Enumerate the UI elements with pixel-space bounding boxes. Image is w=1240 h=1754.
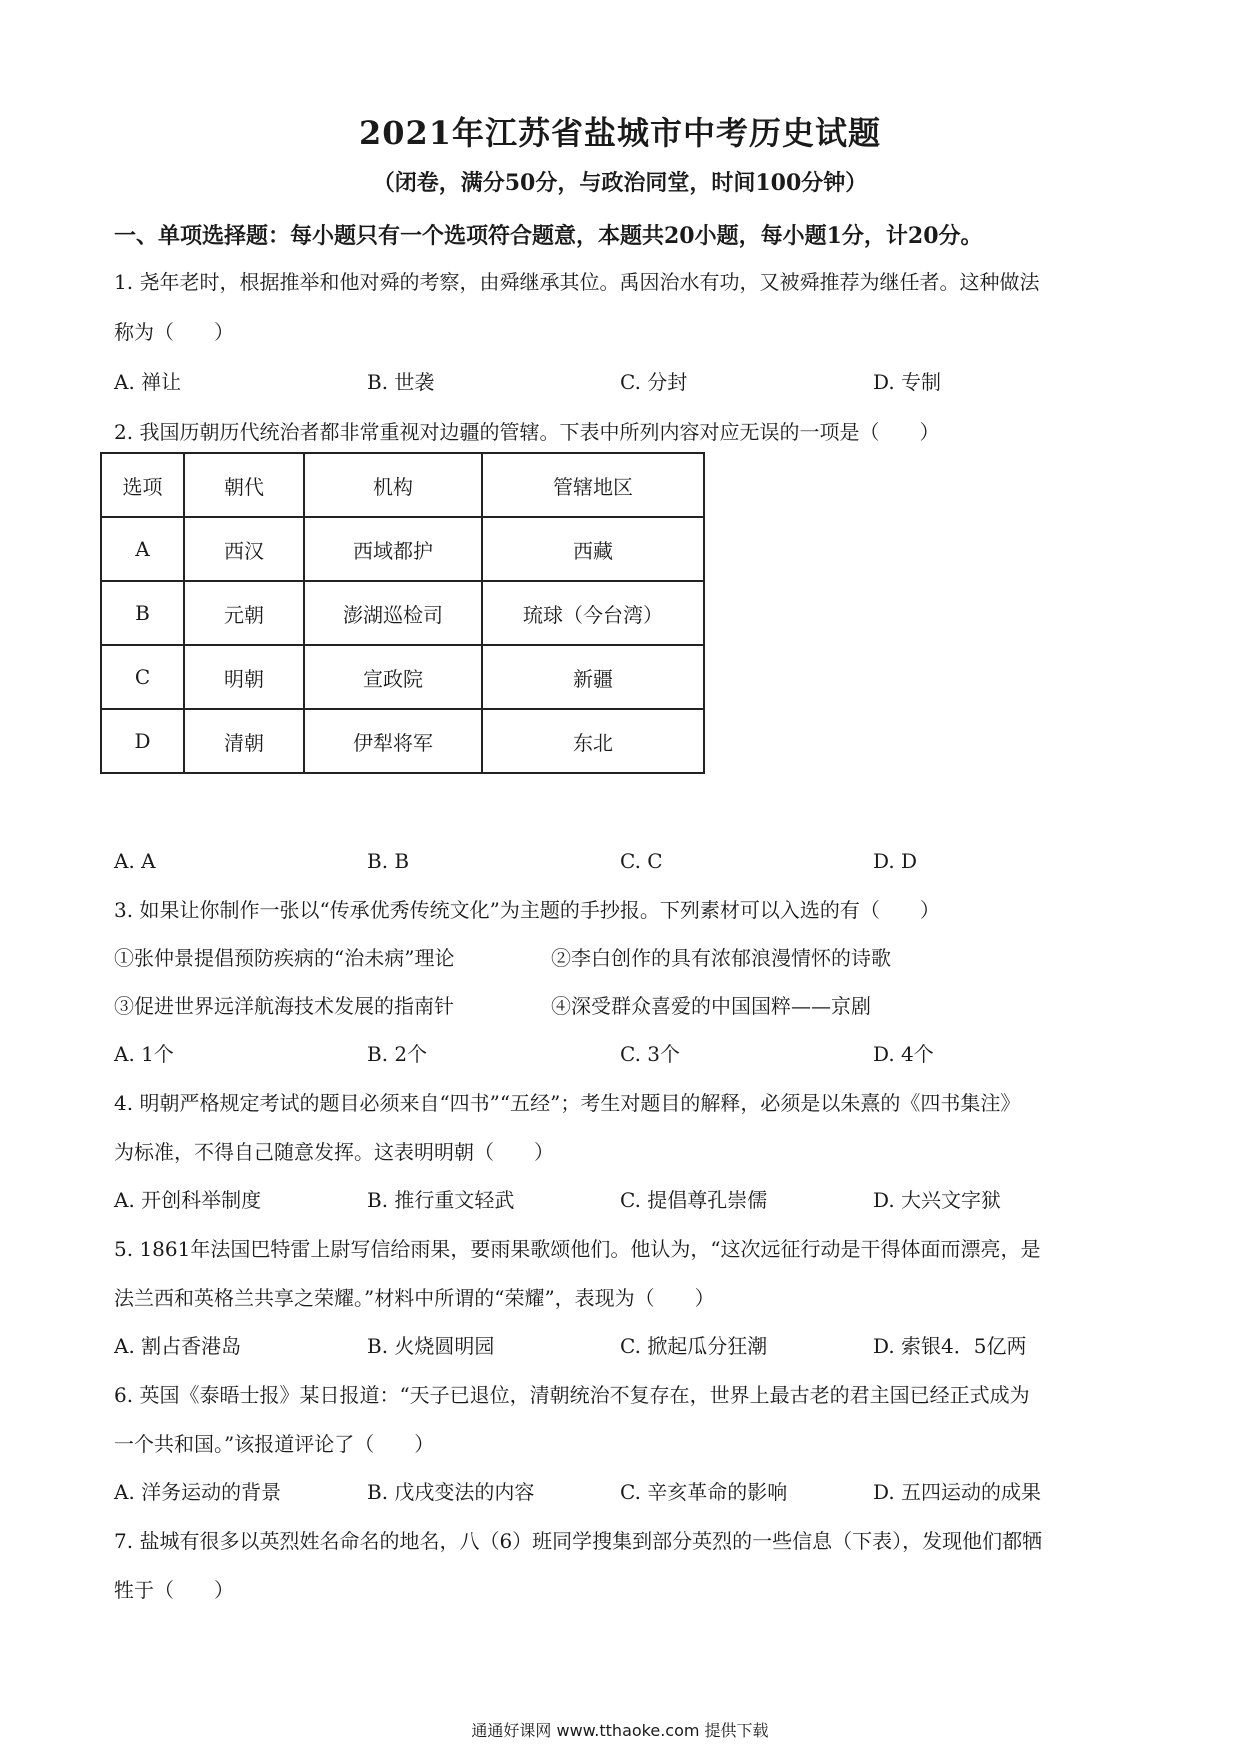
table-header-cell: 机构 <box>304 453 482 517</box>
table-header-cell: 管辖地区 <box>482 453 704 517</box>
table-cell: B <box>101 581 184 645</box>
page-subtitle: （闭卷，满分50分，与政治同堂，时间100分钟） <box>372 170 868 196</box>
option-b: B. 火烧圆明园 <box>367 1334 495 1358</box>
question-3-item: ③促进世界远洋航海技术发展的指南针 <box>114 994 454 1018</box>
question-3-line-1: 3. 如果让你制作一张以“传承优秀传统文化”为主题的手抄报。下列素材可以入选的有（ ） <box>114 898 940 922</box>
table-header-row <box>101 453 704 517</box>
section-heading: 一、单项选择题：每小题只有一个选项符合题意，本题共20小题，每小题1分，计20分。 <box>114 223 983 249</box>
option-c: C. 掀起瓜分狂潮 <box>620 1334 768 1358</box>
option-d: D. 五四运动的成果 <box>873 1480 1042 1504</box>
table-header-cell: 选项 <box>101 453 184 517</box>
option-d: D. 大兴文字狱 <box>873 1188 1002 1212</box>
question-5-line-2: 法兰西和英格兰共享之荣耀。”材料中所谓的“荣耀”，表现为（ ） <box>114 1286 715 1310</box>
table-cell: 琉球（今台湾） <box>482 581 704 645</box>
table-cell: 宣政院 <box>304 645 482 709</box>
table-cell: C <box>101 645 184 709</box>
option-d: D. 专制 <box>873 370 942 394</box>
question-6-line-2: 一个共和国。”该报道评论了（ ） <box>114 1432 435 1456</box>
table-row <box>101 517 704 581</box>
table-cell: 澎湖巡检司 <box>304 581 482 645</box>
page-title: 2021年江苏省盐城市中考历史试题 <box>358 114 882 152</box>
option-a: A. 开创科举制度 <box>114 1188 262 1212</box>
option-d: D. 索银4．5亿两 <box>873 1334 1027 1358</box>
question-2-line-1: 2. 我国历朝历代统治者都非常重视对边疆的管辖。下表中所列内容对应无误的一项是（ ） <box>114 420 940 444</box>
question-7-line-2: 牲于（ ） <box>114 1578 234 1602</box>
question-3-item: ①张仲景提倡预防疾病的“治未病”理论 <box>114 946 455 970</box>
table-cell: 西汉 <box>184 517 304 581</box>
option-d: D. D <box>873 849 918 873</box>
option-c: C. 分封 <box>620 370 688 394</box>
question-4-line-1: 4. 明朝严格规定考试的题目必须来自“四书”“五经”；考生对题目的解释，必须是以朱熹的《四书集注》 <box>114 1091 1021 1115</box>
option-a: A. A <box>114 849 156 873</box>
option-c: C. 提倡尊孔崇儒 <box>620 1188 768 1212</box>
table-cell: 西藏 <box>482 517 704 581</box>
question-5-line-1: 5. 1861年法国巴特雷上尉写信给雨果，要雨果歌颂他们。他认为，“这次远征行动是干得体面而漂亮，是 <box>114 1237 1041 1261</box>
option-a: A. 禅让 <box>114 370 182 394</box>
option-a: A. 割占香港岛 <box>114 1334 242 1358</box>
question-2-table <box>100 452 705 774</box>
table-cell: 西域都护 <box>304 517 482 581</box>
option-c: C. C <box>620 849 663 873</box>
table-cell: 元朝 <box>184 581 304 645</box>
table-cell: A <box>101 517 184 581</box>
option-b: B. 推行重文轻武 <box>367 1188 515 1212</box>
footer-source: 通通好课网 www.tthaoke.com 提供下载 <box>471 1721 769 1740</box>
question-4-line-2: 为标准，不得自己随意发挥。这表明明朝（ ） <box>114 1140 554 1164</box>
table-cell: 伊犁将军 <box>304 709 482 773</box>
question-1-line-1: 1. 尧年老时，根据推举和他对舜的考察，由舜继承其位。禹因治水有功，又被舜推荐为继任者。这种做法 <box>114 270 1040 294</box>
option-c: C. 辛亥革命的影响 <box>620 1480 788 1504</box>
table-row <box>101 581 704 645</box>
option-c: C. 3个 <box>620 1042 681 1066</box>
question-6-line-1: 6. 英国《泰晤士报》某日报道：“天子已退位，清朝统治不复存在，世界上最古老的君主国已经正式成为 <box>114 1383 1030 1407</box>
question-1-line-2: 称为（ ） <box>114 320 234 344</box>
question-7-line-1: 7. 盐城有很多以英烈姓名命名的地名，八（6）班同学搜集到部分英烈的一些信息（下表），发现他们都牺 <box>114 1529 1043 1553</box>
question-3-item: ④深受群众喜爱的中国国粹——京剧 <box>551 994 871 1018</box>
option-a: A. 洋务运动的背景 <box>114 1480 282 1504</box>
table-header-cell: 朝代 <box>184 453 304 517</box>
option-b: B. 戊戌变法的内容 <box>367 1480 535 1504</box>
option-a: A. 1个 <box>114 1042 174 1066</box>
option-b: B. 2个 <box>367 1042 428 1066</box>
table-cell: D <box>101 709 184 773</box>
table-cell: 明朝 <box>184 645 304 709</box>
table-cell: 清朝 <box>184 709 304 773</box>
option-b: B. 世袭 <box>367 370 435 394</box>
question-3-item: ②李白创作的具有浓郁浪漫情怀的诗歌 <box>551 946 891 970</box>
table-row <box>101 709 704 773</box>
table-row <box>101 645 704 709</box>
table-cell: 东北 <box>482 709 704 773</box>
option-b: B. B <box>367 849 410 873</box>
table-cell: 新疆 <box>482 645 704 709</box>
option-d: D. 4个 <box>873 1042 934 1066</box>
